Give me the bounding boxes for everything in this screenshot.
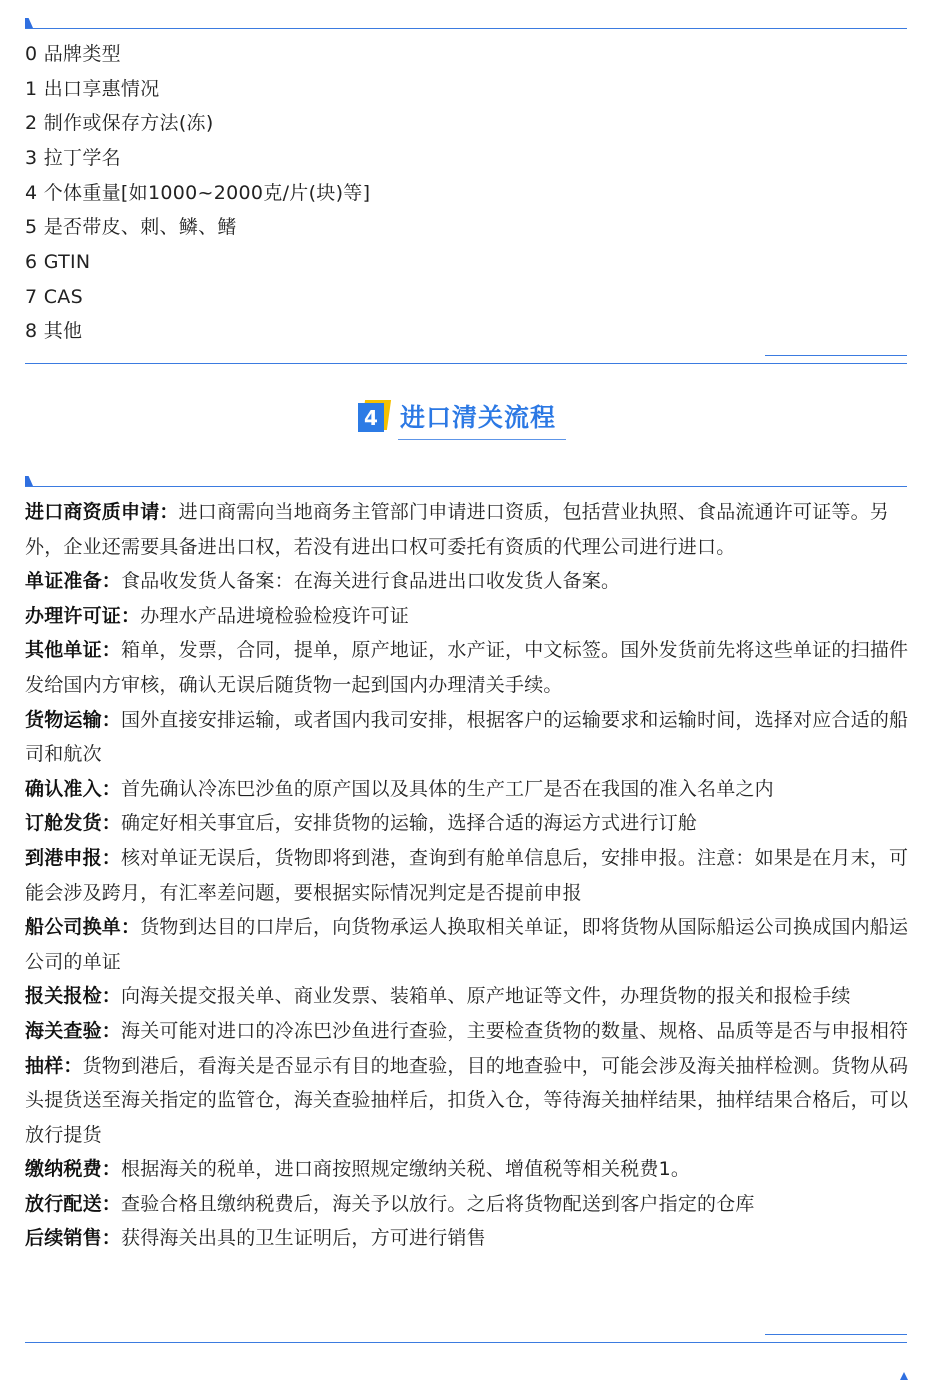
step-label: 海关查验： [25,1019,122,1042]
step-paragraph [25,1152,909,1187]
step-label: 船公司换单： [25,916,141,939]
list-item-number: 2 [25,112,38,134]
step-label: 后续销售： [25,1227,122,1250]
list-item-number: 1 [25,78,38,100]
step-text: 国外直接安排运输，或者国内我司安排，根据客户的运输要求和运输时间，选择对应合适的船司和航次 [25,708,909,766]
step-paragraph [25,772,909,807]
corner-marker-icon [25,18,33,28]
list-item-text: 制作或保存方法(冻) [43,112,214,134]
list-item-number: 0 [25,43,38,65]
step-label: 到港申报： [25,846,122,869]
step-paragraph [25,806,909,841]
list-item [25,285,83,309]
section-title: 进口清关流程 [400,403,557,432]
section-number-badge [358,400,388,432]
step-text: 核对单证无误后，货物即将到港，查询到有舱单信息后，安排申报。注意：如果是在月末，可能会涉及跨月，有汇率差问题，要根据实际情况判定是否提前申报 [25,846,909,904]
step-text: 货物到港后，看海关是否显示有目的地查验，目的地查验中，可能会涉及海关抽样检测。货物从码头提货送至海关指定的监管仓，海关查验抽样后，扣货入仓，等待海关抽样结果，抽样结果合格后，可以放行提货 [25,1054,909,1146]
list-item-number: 5 [25,216,38,238]
list-box-top-border [25,28,907,29]
step-label: 单证准备： [25,570,122,593]
section-title-underline [398,439,566,440]
step-paragraph [25,1221,909,1256]
list-item [25,250,90,274]
steps-box-top-border [25,486,907,487]
list-item [25,215,237,239]
list-item-text: 其他 [43,320,83,342]
step-text: 办理水产品进境检验检疫许可证 [140,604,410,627]
list-item [25,111,214,135]
step-label: 放行配送： [25,1192,122,1215]
step-label: 订舱发货： [25,812,122,835]
step-paragraph [25,979,909,1014]
list-item [25,146,121,170]
list-item-number: 6 [25,251,38,273]
step-text: 货物到达目的口岸后，向货物承运人换取相关单证，即将货物从国际船运公司换成国内船运公司的单证 [25,916,909,973]
step-paragraph [25,1187,909,1222]
step-paragraph [25,633,909,702]
step-text: 根据海关的税单，进口商按照规定缴纳关税、增值税等相关税费1。 [121,1158,691,1181]
list-item-number: 3 [25,147,38,169]
list-item-text: 个体重量[如1000~2000克/片(块)等] [43,182,371,204]
step-paragraph [25,910,909,979]
step-label: 抽样： [25,1054,83,1077]
list-item [25,319,82,343]
step-paragraph [25,495,909,564]
step-text: 食品收发货人备案：在海关进行食品进出口收发货人备案。 [121,570,621,593]
step-label: 缴纳税费： [25,1158,122,1181]
step-label: 进口商资质申请： [25,501,179,523]
list-item-text: 品牌类型 [43,43,121,65]
list-item-text: GTIN [43,251,91,273]
step-text: 确定好相关事宜后，安排货物的运输，选择合适的海运方式进行订舱 [121,812,698,835]
step-paragraph [25,703,909,772]
section-number: 4 [358,403,384,432]
step-label: 办理许可证： [25,604,141,627]
step-paragraph [25,1014,909,1049]
step-paragraph [25,841,909,910]
step-text: 向海关提交报关单、商业发票、装箱单、原产地证等文件，办理货物的报关和报检手续 [121,985,851,1008]
list-item-number: 7 [25,286,38,308]
step-paragraph [25,1049,909,1153]
step-paragraph [25,599,909,634]
list-item-text: CAS [43,286,83,308]
step-text: 箱单，发票，合同，提单，原产地证，水产证，中文标签。国外发货前先将这些单证的扫描件发给国内方审核，确认无误后随货物一起到国内办理清关手续。 [25,639,909,696]
step-label: 报关报检： [25,985,122,1008]
list-item-text: 拉丁学名 [43,147,121,169]
list-item [25,77,160,101]
section-heading [358,398,556,434]
clearance-steps [25,495,909,1256]
step-paragraph [25,564,909,599]
step-label: 其他单证： [25,639,122,662]
step-text: 海关可能对进口的冷冻巴沙鱼进行查验，主要检查货物的数量、规格、品质等是否与申报相符 [121,1019,909,1042]
step-text: 进口商需向当地商务主管部门申请进口资质，包括营业执照、食品流通许可证等。另外，企业还需要具备进出口权，若没有进出口权可委托有资质的代理公司进行进口。 [25,501,890,558]
list-item-number: 8 [25,320,38,342]
list-item [25,42,121,66]
step-text: 获得海关出具的卫生证明后，方可进行销售 [121,1227,486,1250]
step-label: 确认准入： [25,777,122,800]
step-label: 货物运输： [25,708,122,731]
list-item-text: 出口享惠情况 [43,78,160,100]
end-marker-icon [900,1372,908,1380]
list-item-text: 是否带皮、刺、鳞、鳍 [43,216,237,238]
step-text: 查验合格且缴纳税费后，海关予以放行。之后将货物配送到客户指定的仓库 [121,1192,755,1215]
corner-marker-icon [25,476,33,486]
list-item-number: 4 [25,182,38,204]
list-item [25,181,370,205]
step-text: 首先确认冷冻巴沙鱼的原产国以及具体的生产工厂是否在我国的准入名单之内 [121,777,774,800]
